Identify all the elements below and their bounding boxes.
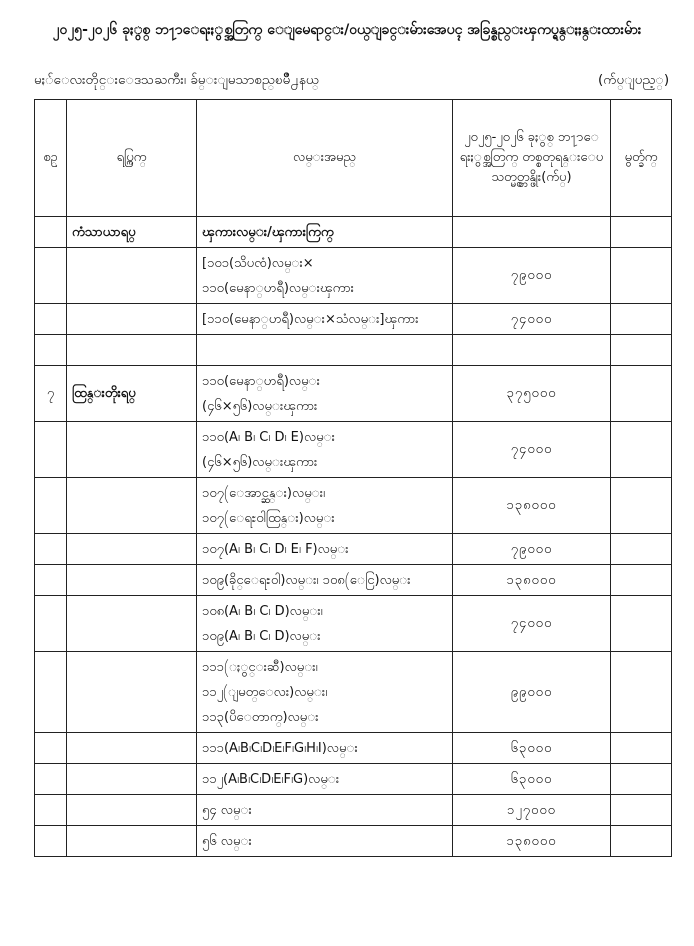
ward-cell: ကံသာယာရပ္: [67, 217, 197, 248]
road-name-cell: [197, 764, 453, 795]
ward-cell: [67, 565, 197, 596]
remark-cell: [611, 795, 672, 826]
road-name-cell: [197, 733, 453, 764]
road-name-cell: [197, 366, 453, 422]
road-name-line: (၄၆×၅၆)လမ္းၾကား: [202, 454, 318, 470]
value-per-sqft-cell: ၃၇၅၀၀၀: [453, 366, 611, 422]
road-name-line: ၅၆ လမ္း: [202, 833, 252, 849]
road-name-line: ၁၁၀(A၊ B၊ C၊ D၊ E)လမ္း: [202, 429, 335, 445]
value-per-sqft-cell: ၇၄၀၀၀: [453, 422, 611, 478]
ward-cell: [67, 826, 197, 857]
road-name-line: ၁၁၀(မေနာ္ဟရီ)လမ္း: [202, 373, 320, 389]
serial-cell: [35, 534, 67, 565]
road-name-line: ၁၁၁(A၊B၊C၊D၊E၊F၊G၊H၊I)လမ္း: [202, 740, 358, 756]
ward-cell: [67, 652, 197, 733]
value-per-sqft-cell: ၇၉၀၀၀: [453, 248, 611, 304]
serial-cell: [35, 422, 67, 478]
road-name-cell: [197, 478, 453, 534]
road-name-line: ၁၀၉(A၊ B၊ C၊ D)လမ္း: [202, 628, 321, 644]
value-per-sqft-cell: ၇၉၀၀၀: [453, 534, 611, 565]
serial-cell: [35, 565, 67, 596]
table-row: [35, 652, 672, 733]
remark-cell: [611, 478, 672, 534]
road-name-line: ၁၁၃(ပိေတာက္)လမ္း: [202, 709, 319, 725]
table-row: [35, 478, 672, 534]
value-per-sqft-cell: ၁၃၈၀၀၀: [453, 826, 611, 857]
ward-cell: [67, 304, 197, 335]
road-name-line: ၁၁၀(မေနာ္ဟရီ)လမ္းၾကား: [202, 280, 354, 296]
remark-cell: [611, 733, 672, 764]
serial-cell: [35, 217, 67, 248]
road-name-line: ၁၀၈(A၊ B၊ C၊ D)လမ္း၊: [202, 603, 323, 619]
value-per-sqft-cell: ၆၃၀၀၀: [453, 764, 611, 795]
land-tax-rate-table: [34, 99, 672, 857]
table-row: [35, 366, 672, 422]
remark-cell: [611, 422, 672, 478]
serial-cell: [35, 652, 67, 733]
header-value-per-sqft: ၂၀၂၅-၂၀၂၆ ခုႏွစ္ ဘ႑ာေရးႏွစ္အတြက္ တစ္စတုရန္းေပ သတ္မွတ္တန္ဖိုး(က်ပ္): [453, 100, 611, 217]
value-per-sqft-cell: [453, 217, 611, 248]
table-row: [35, 217, 672, 248]
value-per-sqft-cell: ၇၄၀၀၀: [453, 596, 611, 652]
table-row: [35, 335, 672, 366]
road-name-line: ၁၀၉(ခိုင္ေရႊဝါ)လမ္း၊ ၁၀၈(ေငြ)လမ္း: [202, 572, 411, 588]
serial-cell: ၇: [35, 366, 67, 422]
road-name-line: ၾကားလမ္း/ၾကားကြက္: [202, 224, 334, 240]
value-per-sqft-cell: ၇၄၀၀၀: [453, 304, 611, 335]
header-remark: မွတ္ခ်က္: [611, 100, 672, 217]
currency-unit: (က်ပ္ျပည့္): [598, 72, 670, 88]
remark-cell: [611, 366, 672, 422]
remark-cell: [611, 335, 672, 366]
remark-cell: [611, 565, 672, 596]
road-name-cell: [197, 826, 453, 857]
serial-cell: [35, 795, 67, 826]
road-name-line: ၅၄ လမ္း: [202, 802, 252, 818]
header-road-name: လမ္းအမည္: [197, 100, 453, 217]
remark-cell: [611, 534, 672, 565]
remark-cell: [611, 248, 672, 304]
remark-cell: [611, 596, 672, 652]
remark-cell: [611, 304, 672, 335]
road-name-line: ၁၁၂(ျမတ္ေလး)လမ္း၊: [202, 684, 328, 700]
ward-cell: [67, 248, 197, 304]
ward-cell: [67, 335, 197, 366]
road-name-cell: [197, 652, 453, 733]
serial-cell: [35, 596, 67, 652]
remark-cell: [611, 217, 672, 248]
ward-cell: [67, 596, 197, 652]
road-name-cell: [197, 534, 453, 565]
table-row: [35, 795, 672, 826]
region-subtitle: မႏၲေလးတိုင္းေဒသႀကီး၊ ခ်မ္းျမသာစည္ၿမိဳ႕နယ္: [34, 72, 319, 88]
serial-cell: [35, 733, 67, 764]
table-row: [35, 565, 672, 596]
road-name-cell: [197, 596, 453, 652]
table-row: [35, 534, 672, 565]
road-name-cell: [197, 217, 453, 248]
document-title: ၂၀၂၅-၂၀၂၆ ခုႏွစ္ ဘ႑ာေရးႏွစ္အတြက္ ေျမေရာင္း/ဝယ္ျခင္းမ်ားအေပၚ အခြန္စည္းၾကပ္ရန္ႏႈန္းထားမ်ား: [52, 22, 642, 38]
serial-cell: [35, 826, 67, 857]
table-header-row: [35, 100, 672, 217]
ward-cell: [67, 422, 197, 478]
serial-cell: [35, 304, 67, 335]
value-per-sqft-cell: ၁၃၈၀၀၀: [453, 565, 611, 596]
road-name-cell: [197, 795, 453, 826]
serial-cell: [35, 478, 67, 534]
ward-cell: [67, 795, 197, 826]
road-name-line: [၁၀၁(သိပၸံ)လမ္း×: [202, 255, 314, 271]
serial-cell: [35, 248, 67, 304]
value-per-sqft-cell: ၉၉၀၀၀: [453, 652, 611, 733]
road-name-line: ၁၁၁(ႏွင္းဆီ)လမ္း၊: [202, 659, 318, 675]
remark-cell: [611, 764, 672, 795]
table-row: [35, 733, 672, 764]
header-ward: ရပ္ကြက္: [67, 100, 197, 217]
header-serial: စဥ္: [35, 100, 67, 217]
ward-cell: [67, 733, 197, 764]
table-row: [35, 764, 672, 795]
ward-cell: [67, 764, 197, 795]
value-per-sqft-cell: ၁၂၇၀၀၀: [453, 795, 611, 826]
ward-cell: ထြန္းတိုးရပ္: [67, 366, 197, 422]
road-name-line: ၁၀၇(ေအာင္ဆန္း)လမ္း၊: [202, 485, 326, 501]
ward-cell: [67, 534, 197, 565]
value-per-sqft-cell: [453, 335, 611, 366]
road-name-line: ၁၁၂(A၊B၊C၊D၊E၊F၊G)လမ္း: [202, 771, 340, 787]
road-name-cell: [197, 335, 453, 366]
table-row: [35, 422, 672, 478]
remark-cell: [611, 652, 672, 733]
road-name-line: (၄၆×၅၆)လမ္းၾကား: [202, 398, 318, 414]
road-name-cell: [197, 565, 453, 596]
road-name-cell: [197, 304, 453, 335]
table-row: [35, 596, 672, 652]
serial-cell: [35, 764, 67, 795]
road-name-line: ၁၀၇(ေရႊဝါထြန္း)လမ္း: [202, 510, 335, 526]
table-row: [35, 248, 672, 304]
table-row: [35, 826, 672, 857]
road-name-cell: [197, 422, 453, 478]
road-name-line: ၁၀၇(A၊ B၊ C၊ D၊ E၊ F)လမ္း: [202, 541, 349, 557]
remark-cell: [611, 826, 672, 857]
value-per-sqft-cell: ၁၃၈၀၀၀: [453, 478, 611, 534]
road-name-line: [၁၁၀(မေနာ္ဟရီ)လမ္း×သံလမ္း]ၾကား: [202, 311, 419, 327]
table-body: [35, 217, 672, 857]
road-name-cell: [197, 248, 453, 304]
serial-cell: [35, 335, 67, 366]
ward-cell: [67, 478, 197, 534]
table-row: [35, 304, 672, 335]
value-per-sqft-cell: ၆၃၀၀၀: [453, 733, 611, 764]
